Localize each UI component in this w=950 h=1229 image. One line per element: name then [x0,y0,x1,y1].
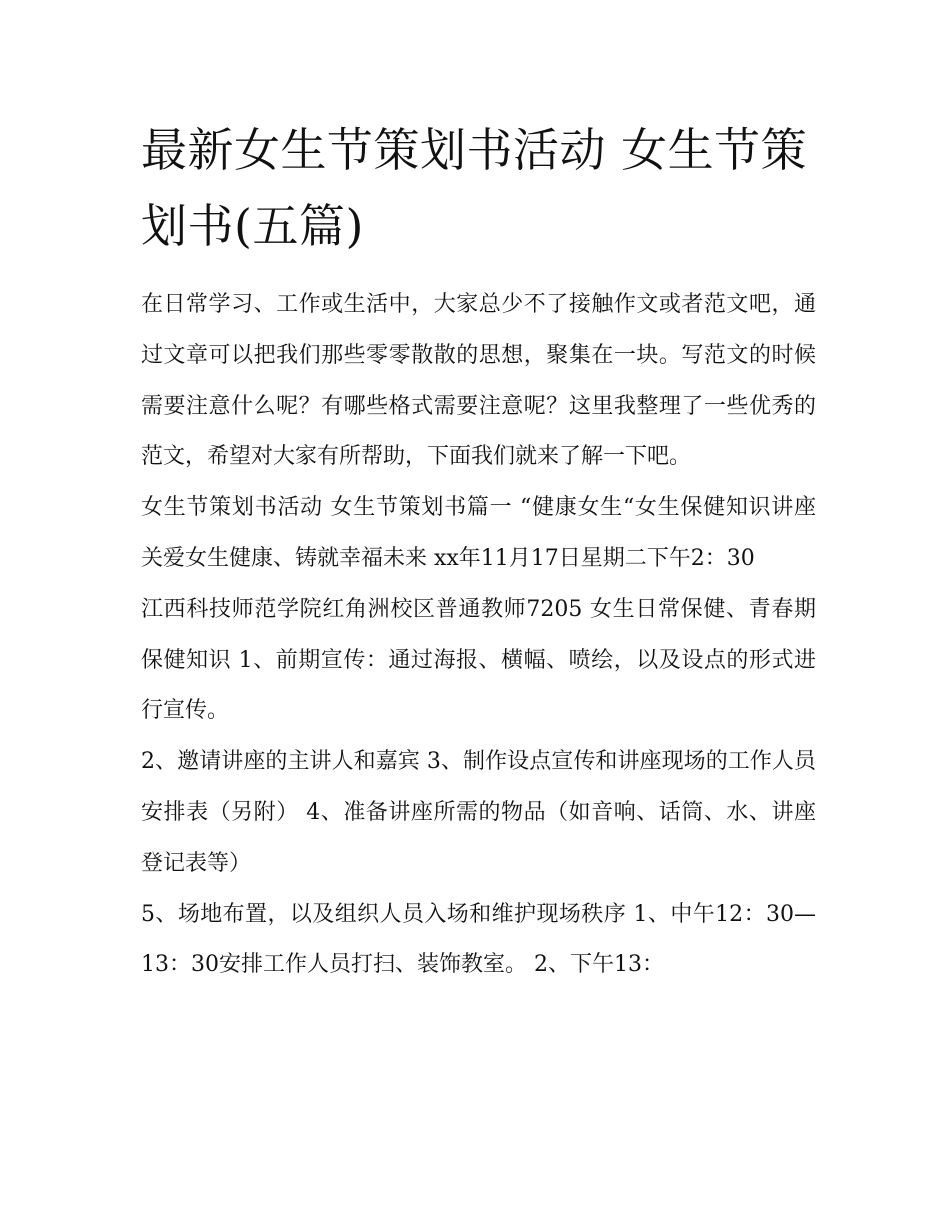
paragraph-schedule: 5、场地布置，以及组织人员入场和维护现场秩序 1、中午12：30—13：30安排工作人员打扫、装饰教室。 2、下午13： [141,901,816,978]
document-body [141,280,816,991]
paragraph-invitations: 2、邀请讲座的主讲人和嘉宾 3、制作设点宣传和讲座现场的工作人员安排表（另附） 4、准备讲座所需的物品（如音响、话筒、水、讲座登记表等） [141,749,816,876]
paragraph-venue-prep: 江西科技师范学院红角洲校区普通教师7205 女生日常保健、青春期保健知识 1、前期宣传：通过海报、横幅、喷绘，以及设点的形式进行宣传。 [141,596,816,724]
paragraph-intro: 在日常学习、工作或生活中，大家总少不了接触作文或者范文吧，通过文章可以把我们那些零零散散的思想，聚集在一块。写范文的时候需要注意什么呢？有哪些格式需要注意呢？这里我整理了一些优秀的范文，希望对大家有所帮助，下面我们就来了解一下吧。 [141,292,816,470]
document-title: 最新女生节策划书活动 女生节策划书(五篇) [141,123,808,253]
paragraph-event-topic: 女生节策划书活动 女生节策划书篇一 “健康女生“女生保健知识讲座 关爱女生健康、铸就幸福未来 xx年11月17日星期二下午2：30 [141,495,816,571]
